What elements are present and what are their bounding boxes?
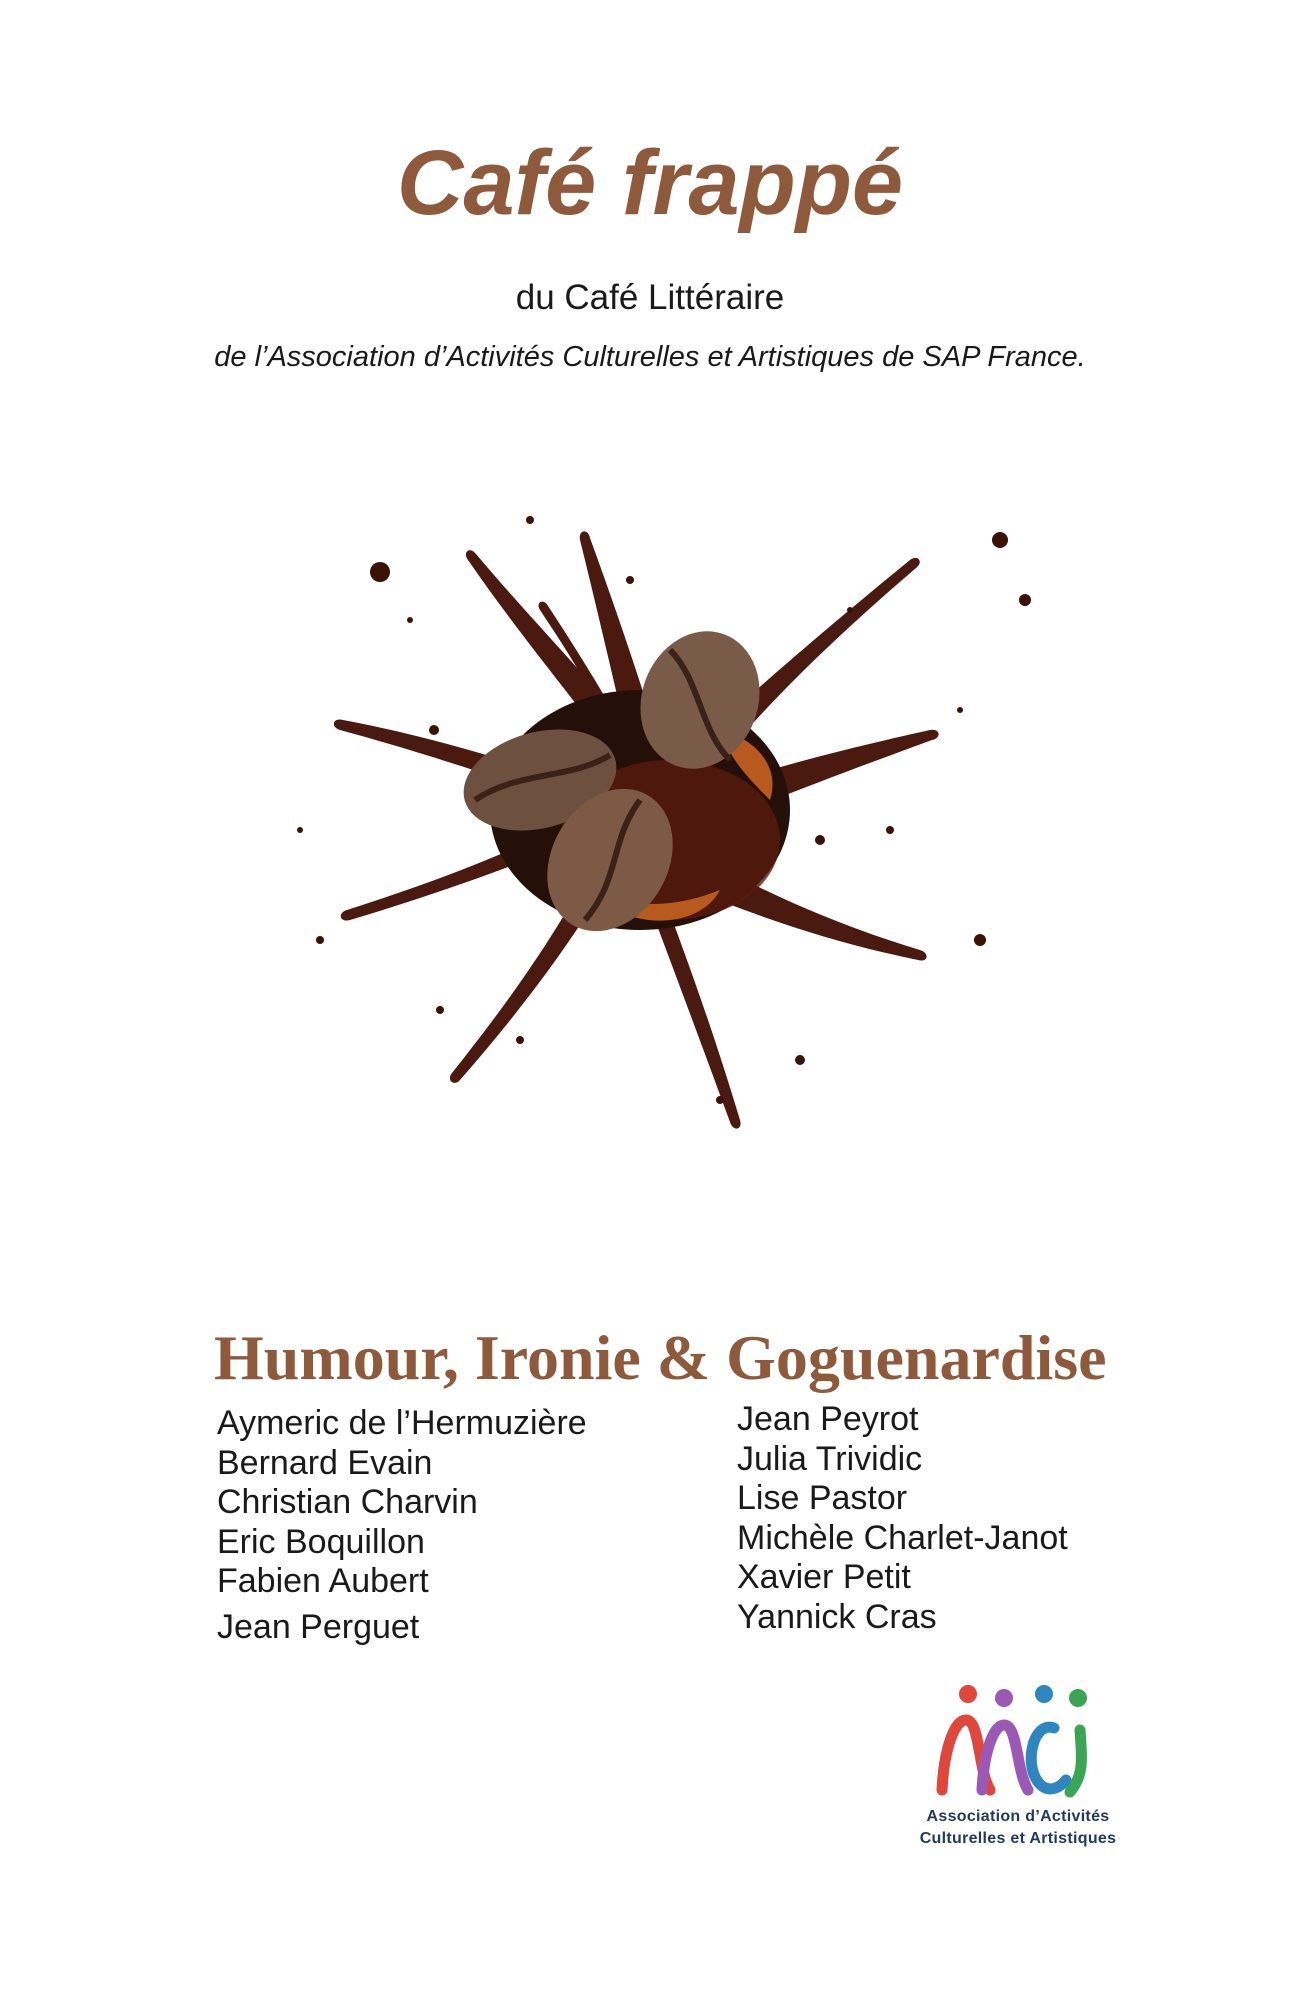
author-name: Julia Trividic [737,1439,923,1478]
author-name: Fabien Aubert [217,1562,429,1600]
association-line: de l’Association d’Activités Culturelles et Artistiques de SAP France. [214,341,1086,373]
section-title: Humour, Ironie & Goguenardise [214,1322,1107,1393]
author-name: Aymeric de l’Hermuzière [217,1404,587,1442]
logo-caption-line-1: Association d’Activités [926,1808,1110,1825]
author-name: Xavier Petit [737,1558,911,1596]
coffee-beans-splash-icon [200,480,1080,1160]
author-name: Jean Peyrot [737,1400,919,1438]
association-logo [888,1680,1148,1850]
author-name: Lise Pastor [737,1479,908,1517]
logo-caption-line-2: Culturelles et Artistiques [919,1830,1117,1847]
aaca-logo-icon [932,1680,1104,1800]
authors-column-1 [217,1404,587,1647]
author-name: Yannick Cras [737,1597,937,1636]
cover-subtitle: du Café Littéraire [515,278,785,317]
author-name: Eric Boquillon [217,1522,425,1561]
cover-title: Café frappé [396,132,904,234]
authors-column-2 [737,1400,1068,1637]
author-name: Christian Charvin [217,1483,478,1521]
author-name: Jean Perguet [217,1607,420,1646]
logo-caption [888,1806,1148,1850]
author-name: Michèle Charlet-Janot [737,1518,1068,1557]
author-name: Bernard Evain [217,1443,433,1482]
